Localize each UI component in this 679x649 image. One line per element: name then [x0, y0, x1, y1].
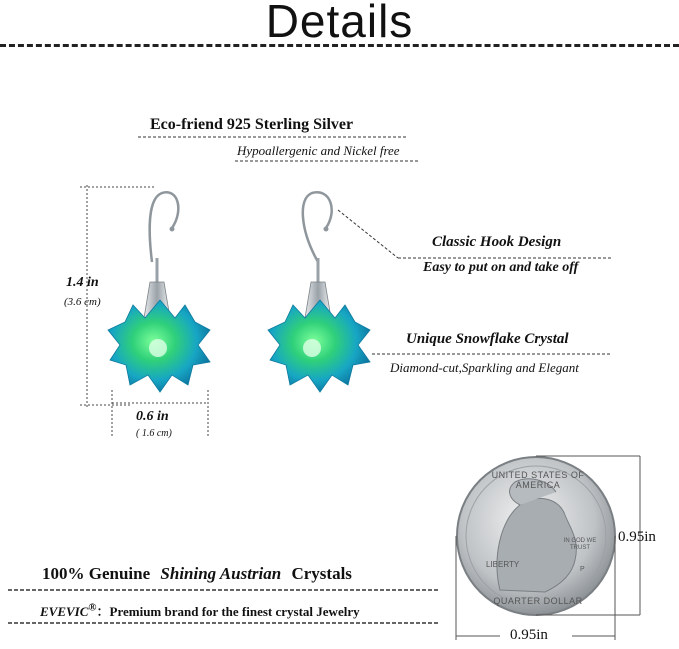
- crystal-subtitle: Diamond-cut,Sparkling and Elegant: [390, 360, 579, 375]
- coin-text-top: UNITED STATES OF AMERICA: [491, 470, 585, 490]
- hook-subtitle: Easy to put on and take off: [423, 260, 579, 275]
- coin-mint-mark: P: [580, 566, 585, 573]
- coin-width-label: 0.95in: [510, 627, 548, 643]
- page-title: Details: [265, 0, 414, 47]
- coin-motto: IN GOD WE TRUST: [563, 538, 597, 551]
- height-centimeters: (3.6 cm): [64, 296, 101, 308]
- coin-diameter-label: 0.95in: [618, 529, 656, 545]
- brand-tagline: ：Premium brand for the finest crystal Jewelry: [96, 604, 360, 619]
- genuine-italic: Shining Austrian: [160, 564, 282, 583]
- brand-line: [40, 601, 360, 620]
- coin-liberty: LIBERTY: [486, 560, 520, 569]
- material-title: Eco-friend 925 Sterling Silver: [150, 116, 354, 133]
- hook-title: Classic Hook Design: [432, 234, 562, 250]
- genuine-crystals-line: [42, 564, 352, 584]
- earring-right: [268, 192, 370, 392]
- crystal-title: Unique Snowflake Crystal: [406, 331, 569, 347]
- registered-mark: ®: [88, 601, 97, 614]
- earring-left: [108, 192, 210, 392]
- brand-name: EVEVIC: [40, 604, 89, 619]
- height-inches: 1.4 in: [66, 275, 99, 290]
- genuine-prefix: 100% Genuine: [42, 564, 151, 583]
- width-centimeters: ( 1.6 cm): [136, 428, 172, 439]
- coin-text-bottom: QUARTER DOLLAR: [493, 596, 583, 606]
- material-subtitle: Hypoallergenic and Nickel free: [237, 143, 400, 158]
- genuine-suffix: Crystals: [291, 564, 352, 583]
- width-inches: 0.6 in: [136, 409, 169, 424]
